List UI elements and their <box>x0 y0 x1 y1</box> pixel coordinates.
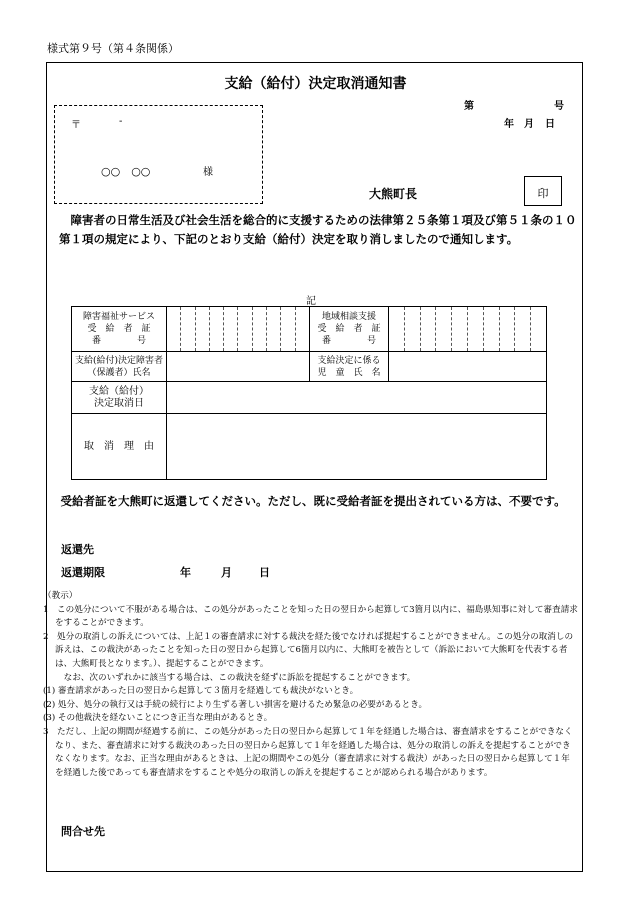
record-table <box>71 306 547 480</box>
return-deadline-year: 年 <box>180 566 191 579</box>
instructions-section <box>43 590 578 780</box>
instruction-2-item-3: (3) その他裁決を経ないことにつき正当な理由があるとき。 <box>43 713 273 724</box>
date-day: 日 <box>545 119 555 130</box>
return-destination: 返還先 <box>61 543 94 556</box>
cancel-date-field[interactable] <box>167 382 547 414</box>
seal-box: 印 <box>524 176 562 206</box>
instruction-3: 3 ただし、上記の期間が経過する前に、この処分があった日の翌日から起算して１年を経過した場合は、審査請求をすることができなくなり、また、審査請求に対する裁決のあった日の翌日から起算して１年を経過した場合は、処分の取消しの訴えを提起することができなくなります。なお、正当な理由があるときは、上記の期間やこの処分（審査請求に対する裁決）があった日の翌日から起算して１年を経過した後であっても審査請求をすることや処分の取消しの訴えを提起することが認められる場合があります。 <box>43 726 573 778</box>
reason-field[interactable] <box>167 414 547 480</box>
body-text: 障害者の日常生活及び社会生活を総合的に支援するための法律第２５条第１項及び第５１条の１０第１項の規定により、下記のとおり支給（給付）決定を取り消しましたので通知します。 <box>59 213 577 246</box>
ki-heading: 記 <box>306 296 316 307</box>
cancel-date-label: 支給（給付） 決定取消日 <box>72 382 167 414</box>
issuer: 大熊町長 <box>369 187 418 201</box>
return-deadline-day: 日 <box>259 566 270 579</box>
return-deadline-label: 返還期限 <box>61 566 105 579</box>
recipient-honorific: 様 <box>203 167 213 178</box>
child-name-label: 支給決定に係る 児 童 氏 名 <box>310 352 389 382</box>
doc-number-go: 号 <box>554 101 564 112</box>
recipient-cert-number-field[interactable] <box>167 307 310 352</box>
consult-cert-label: 地域相談支援 受 給 者 証 番 号 <box>310 307 389 352</box>
child-name-field[interactable] <box>389 352 547 382</box>
postal-dash: - <box>119 116 123 127</box>
recipient-name: ○○ ○○ <box>101 165 151 178</box>
guardian-name-label: 支給(給付)決定障害者 （保護者）氏名 <box>72 352 167 382</box>
date-year: 年 <box>504 119 514 130</box>
consult-cert-number-field[interactable] <box>389 307 547 352</box>
address-box <box>54 105 263 204</box>
guardian-name-field[interactable] <box>167 352 310 382</box>
return-instruction: 受給者証を大熊町に返還してください。ただし、既に受給者証を提出されている方は、不要です。 <box>60 494 566 508</box>
date-month: 月 <box>524 119 534 130</box>
instruction-2: 2 処分の取消しの訴えについては、上記１の審査請求に対する裁決を経た後でなければ提起することができません。この処分の取消しの訴えは、この裁決があったことを知った日の翌日から起算して6箇月以内に、大熊町を被告として（訴訟において大熊町を代表する者は、大熊町長となります。）、提起することができます。 <box>43 631 574 669</box>
doc-number-dai: 第 <box>464 101 474 112</box>
document-title: 支給（給付）決定取消通知書 <box>224 76 407 92</box>
reason-label: 取 消 理 由 <box>72 414 167 480</box>
instruction-2-item-1: (1) 審査請求があった日の翌日から起算して３箇月を経過しても裁決がないとき。 <box>43 686 359 697</box>
recipient-cert-label: 障害福祉サービス 受 給 者 証 番 号 <box>72 307 167 352</box>
form-number: 様式第９号（第４条関係） <box>47 42 179 55</box>
return-deadline-month: 月 <box>221 566 232 579</box>
instructions-heading: （教示） <box>43 591 78 601</box>
postal-mark: 〒 <box>71 120 81 131</box>
instruction-2-note: なお、次のいずれかに該当する場合は、この裁決を経ずに訴訟を提起することができます。 <box>63 672 416 683</box>
contact-label: 問合せ先 <box>61 825 105 838</box>
instruction-1: 1 この処分について不服がある場合は、この処分があったことを知った日の翌日から起算して3箇月以内に、福島県知事に対して審査請求をすることができます。 <box>43 604 578 629</box>
notice-frame <box>43 62 583 872</box>
instruction-2-item-2: (2) 処分、処分の執行又は手続の続行により生ずる著しい損害を避けるため緊急の必要があるとき。 <box>43 699 428 710</box>
